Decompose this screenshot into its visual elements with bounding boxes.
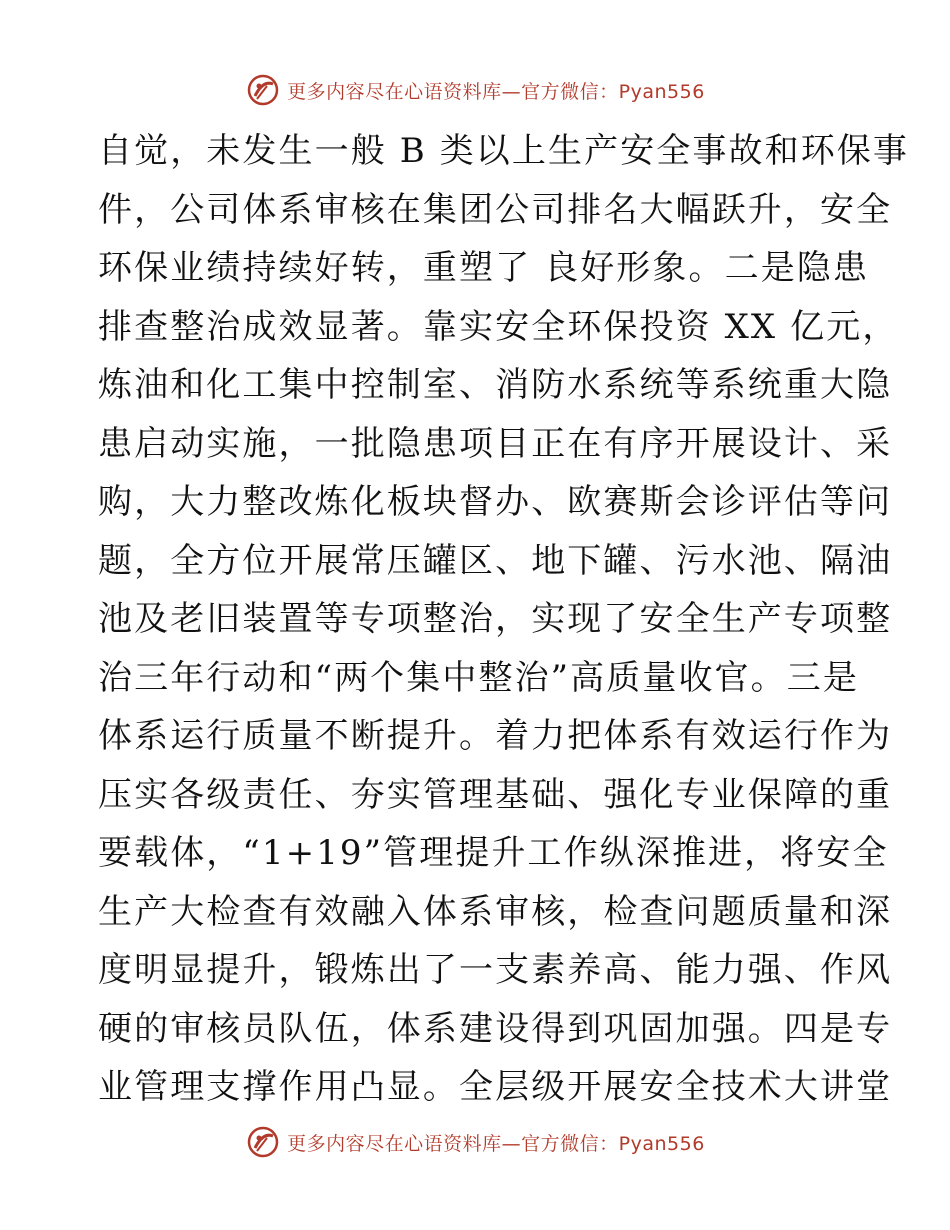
text-line: 题，全方位开展常压罐区、地下罐、污水池、隔油 (98, 540, 893, 581)
text-line: 购，大力整改炼化板块督办、欧赛斯会诊评估等问 (98, 482, 893, 522)
text-line: 硬的审核员队伍，体系建设得到巩固加强。四是专 (98, 1008, 893, 1049)
text-line: 度明显提升，锻炼出了一支素养高、能力强、作风 (98, 950, 893, 990)
watermark-logo-icon (245, 1124, 281, 1160)
text-line: 患启动实施，一批隐患项目正在有序开展设计、采 (98, 423, 893, 464)
text-line: 自觉，未发生一般 B 类以上生产安全事故和环保事 (98, 131, 909, 171)
watermark-logo-icon (245, 72, 281, 108)
text-line: 要载体，“1+19”管理提升工作纵深推进，将安全 (98, 833, 889, 873)
watermark-text: 更多内容尽在心语资料库—官方微信：Pyan556 (287, 1132, 705, 1155)
text-line: 炼油和化工集中控制室、消防水系统等系统重大隐 (98, 365, 893, 405)
text-line: 环保业绩持续好转，重塑了 良好形象。二是隐患 (98, 248, 870, 288)
text-line: 体系运行质量不断提升。着力把体系有效运行作为 (98, 716, 893, 756)
body-text (98, 122, 909, 1117)
text-line: 业管理支撑作用凸显。全层级开展安全技术大讲堂 (98, 1067, 893, 1107)
footer-watermark (0, 1122, 950, 1162)
text-line: 治三年行动和“两个集中整治”高质量收官。三是 (98, 657, 859, 698)
header-watermark (0, 70, 950, 110)
text-line: 压实各级责任、夯实管理基础、强化专业保障的重 (98, 774, 893, 815)
text-line: 件，公司体系审核在集团公司排名大幅跃升，安全 (98, 189, 893, 230)
text-line: 排查整治成效显著。靠实安全环保投资 XX 亿元， (98, 306, 899, 347)
text-line: 池及老旧装置等专项整治，实现了安全生产专项整 (98, 599, 893, 639)
watermark-text: 更多内容尽在心语资料库—官方微信：Pyan556 (287, 80, 705, 103)
text-line: 生产大检查有效融入体系审核，检查问题质量和深 (98, 891, 893, 932)
